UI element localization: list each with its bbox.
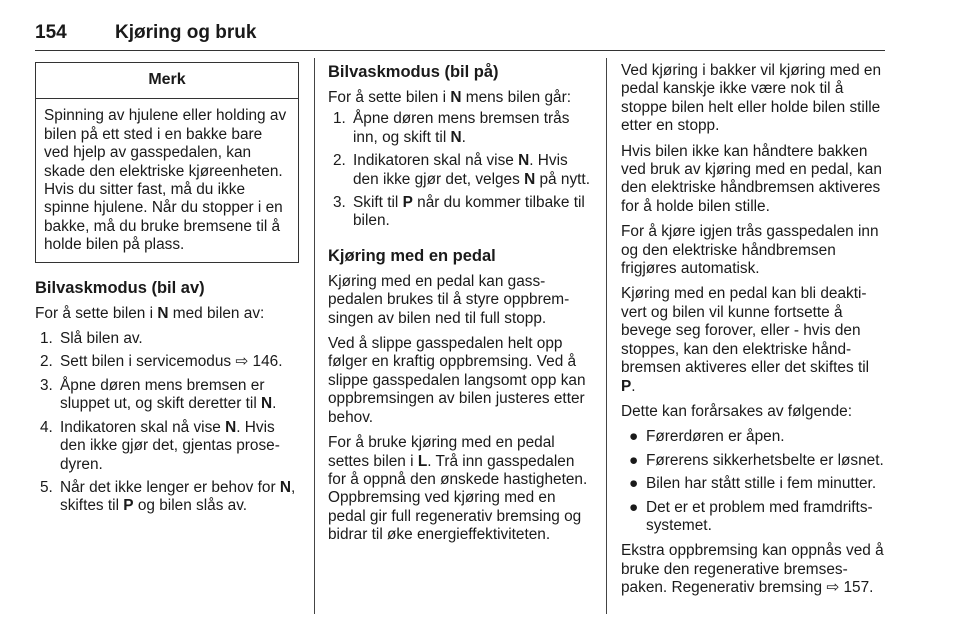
bullet-icon: ● bbox=[629, 428, 639, 446]
note-title: Merk bbox=[36, 63, 298, 99]
paragraph: For å kjøre igjen trås gasspedalen inn og den elektriske håndbremsen frigjøres automatisk. bbox=[621, 223, 879, 278]
column-right bbox=[621, 62, 887, 605]
page-title: Kjøring og bruk bbox=[115, 22, 257, 43]
bullet-icon: ● bbox=[629, 451, 639, 469]
list-item: 1. Slå bilen av. bbox=[40, 330, 143, 348]
note-box bbox=[35, 62, 299, 263]
list-item: 3. Åpne døren mens bremsen er sluppet ut, og skift deretter til N. bbox=[40, 376, 277, 413]
column-divider bbox=[314, 58, 315, 614]
paragraph: Kjøring med en pedal kan bli deaktivert og bilen vil kunne fortsette å bevege seg forover, eller - hvis den stoppes, kan den elektriske håndbremsen aktiveres eller det skiftes til P. bbox=[621, 285, 870, 395]
list-item: ● Bilen har stått stille i fem minutter. bbox=[629, 475, 877, 493]
list-item: 4. Indikatoren skal nå vise N. Hvis den ikke gjør det, gjentas prosedyren. bbox=[40, 418, 280, 473]
section-heading: Bilvaskmodus (bil av) bbox=[35, 278, 205, 297]
step-list bbox=[35, 330, 299, 516]
paragraph: For å bruke kjøring med en pedal settes bilen i L. Trå inn gasspedalen for å oppnå den ønskede hastigheten. Oppbremsing ved kjøring med en pedal gir full regenerativ bremsing og bidrar til øke energieffektiviteten. bbox=[328, 434, 588, 544]
bullet-list bbox=[621, 428, 887, 535]
bullet-icon: ● bbox=[629, 475, 639, 493]
list-item: ● Førerens sikkerhetsbelte er løsnet. bbox=[629, 451, 884, 469]
list-item: 1. Åpne døren mens bremsen trås inn, og skift til N. bbox=[333, 110, 570, 146]
section-heading: Bilvaskmodus (bil på) bbox=[328, 63, 499, 81]
paragraph: Ved kjøring i bakker vil kjøring med en pedal kanskje ikke være nok til å stoppe bilen helt eller holde bilen stille etter en stopp. bbox=[621, 62, 882, 135]
list-item: 2. Indikatoren skal nå vise N. Hvis den ikke gjør det, velges N på nytt. bbox=[333, 152, 590, 188]
paragraph: Ved å slippe gasspedalen helt opp følger en kraftig oppbremsing. Ved å slippe gasspedalen langsomt opp kan oppbremsingen av bilen justeres etter behov. bbox=[328, 335, 586, 426]
step-list bbox=[328, 110, 592, 230]
paragraph: Dette kan forårsakes av følgende: bbox=[621, 402, 852, 420]
section-intro: For å sette bilen i N mens bilen går: bbox=[328, 89, 571, 106]
paragraph: Kjøring med en pedal kan gasspedalen brukes til å styre oppbremsingen av bilen ned til full stopp. bbox=[328, 272, 570, 327]
list-item: ● Førerdøren er åpen. bbox=[629, 428, 785, 446]
section-heading: Kjøring med en pedal bbox=[328, 246, 496, 265]
section-intro: For å sette bilen i N med bilen av: bbox=[35, 304, 265, 322]
column-middle bbox=[328, 62, 592, 552]
list-item: 2. Sett bilen i servicemodus ⇨ 146. bbox=[40, 353, 283, 371]
list-item: 3. Skift til P når du kommer tilbake til bilen. bbox=[333, 194, 585, 230]
list-item: 5. Når det ikke lenger er behov for N, skiftes til P og bilen slås av. bbox=[40, 478, 296, 515]
page-header bbox=[35, 22, 885, 50]
list-item: ● Det er et problem med framdriftssystemet. bbox=[629, 498, 873, 534]
page-number: 154 bbox=[35, 22, 67, 43]
paragraph: Hvis bilen ikke kan håndtere bakken ved bruk av kjøring med en pedal, kan den elektriske håndbremsen aktiveres for å holde bilen stille. bbox=[621, 142, 882, 215]
bullet-icon: ● bbox=[629, 498, 639, 516]
paragraph: Ekstra oppbremsing kan oppnås ved å bruke den regenerative bremsespaken. Regenerativ bremsing ⇨ 157. bbox=[621, 542, 884, 597]
header-rule bbox=[35, 50, 885, 51]
note-text: Spinning av hjulene eller holding av bilen på ett sted i en bakke bare ved hjelp av gasspedalen, kan skade den elektriske kjøreenheten. Hvis du sitter fast, må du ikke spinne hjulene. Når du stopper i en bakke, må du bruke bremsene til å holde bilen på plass. bbox=[44, 107, 287, 254]
column-divider bbox=[606, 58, 607, 614]
column-left bbox=[35, 62, 299, 523]
